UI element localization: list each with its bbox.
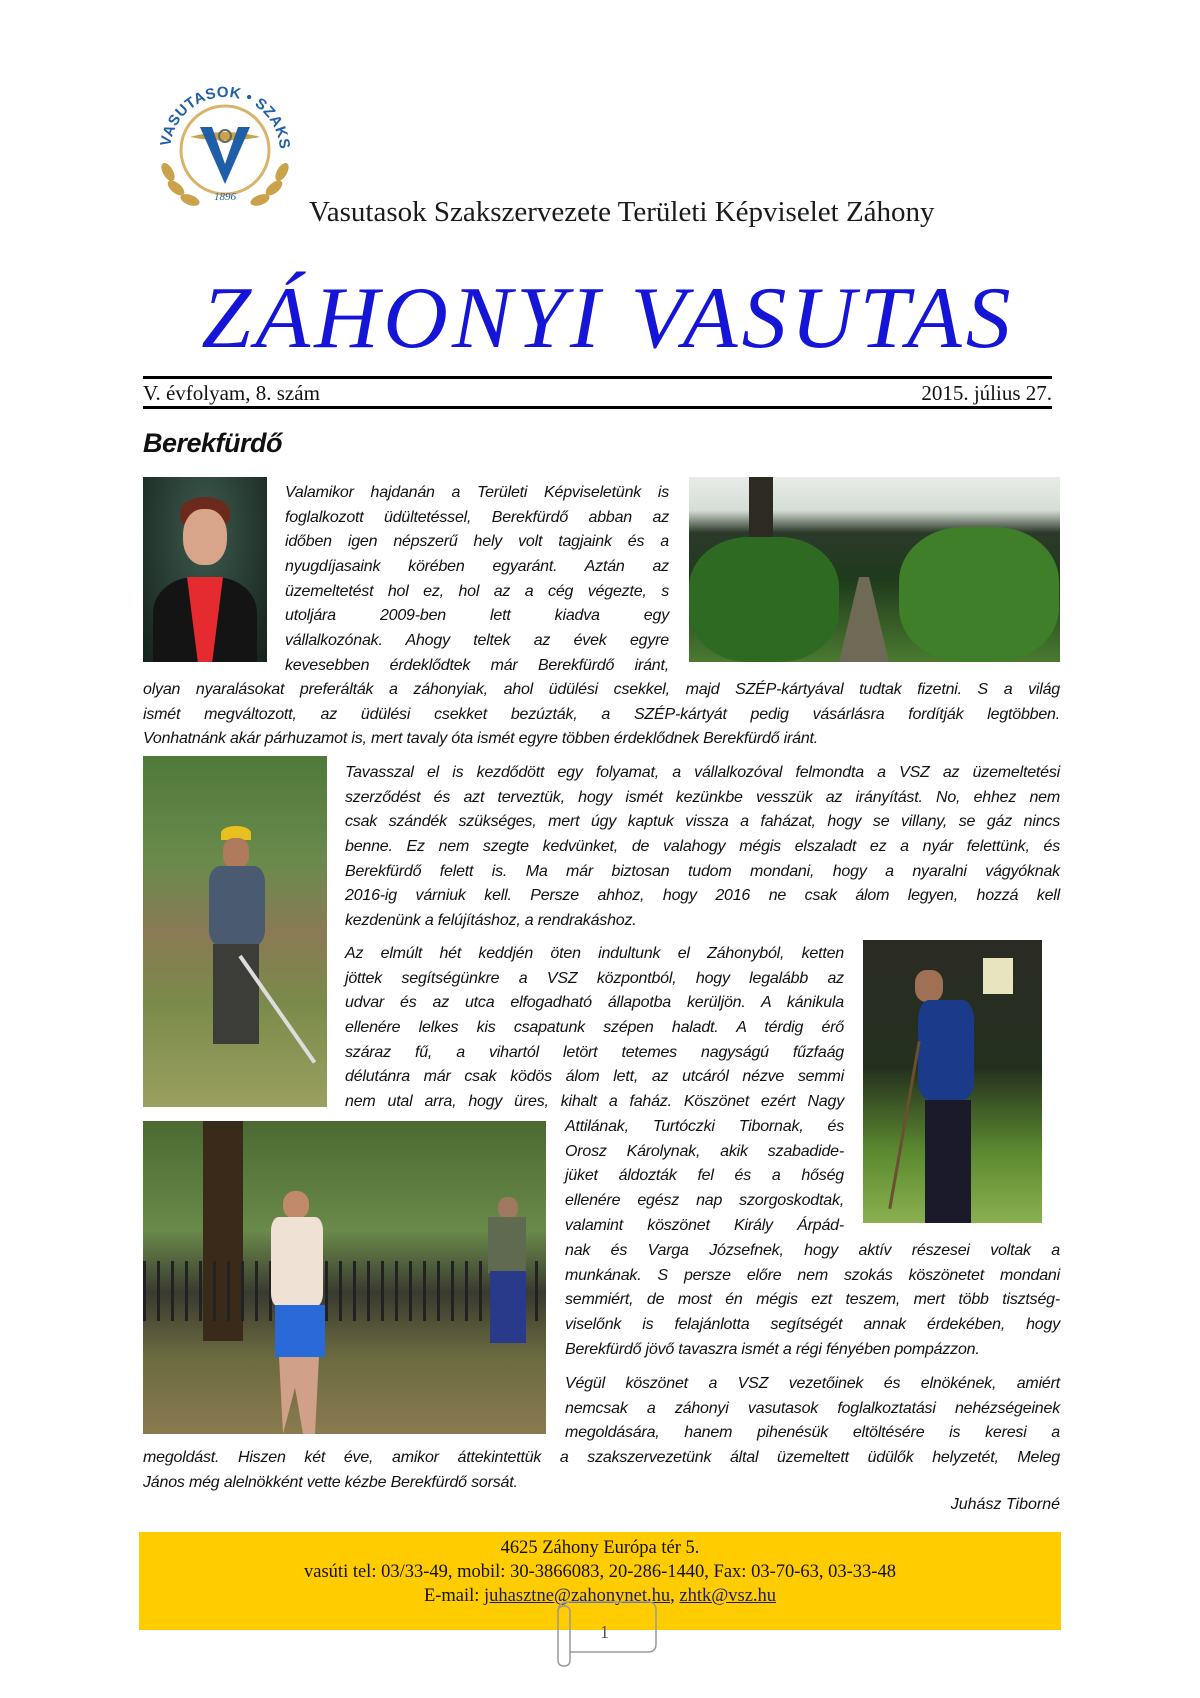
author-portrait-photo	[143, 477, 267, 662]
workers-clearing-photo	[143, 1121, 546, 1434]
text-line: Végül köszönet a VSZ vezetőinek és elnökének, amiért	[565, 1375, 1060, 1392]
text-line: ellenére egész nap szorgoskodtak,	[565, 1192, 844, 1210]
organization-name: Vasutasok Szakszervezete Területi Képviselet Záhony	[309, 196, 935, 228]
text-line: Berekfürdő felett is. Ma már biztosan tudom mondani, hogy a nyaralni vágyóknak	[345, 862, 1060, 880]
email-link-juhasztne[interactable]: juhasztne@zahonynet.hu	[484, 1586, 671, 1606]
text-line: vállalkozónak. Ahogy teltek az évek egyre	[285, 632, 669, 650]
worker-trimmer-photo	[143, 756, 327, 1107]
text-line: udvar és az utca elfogadható állapotba kerüljön. A kánikula	[345, 994, 844, 1012]
article-paragraph-block	[345, 761, 1060, 934]
footer-address: 4625 Záhony Európa tér 5.	[500, 1538, 700, 1558]
text-line: semmiért, de most én mégis ezt teszem, mert több tisztség-	[565, 1291, 1060, 1309]
text-line: 2016-ig várniuk kell. Persze ahhoz, hogy 2016 ne csak álom legyen, hozzá kell	[345, 887, 1060, 905]
text-line: Attilának, Turtóczki Tibornak, és	[565, 1118, 844, 1135]
text-line: Vonhatnánk akár párhuzamot is, mert tavaly óta ismét egyre többen érdeklődnek Berekfürdő iránt.	[143, 730, 819, 748]
text-line: délutánra már csak ködös álom lett, az utcáról nézve semmi	[345, 1068, 844, 1086]
svg-text:1896: 1896	[214, 191, 236, 203]
svg-text:VASUTASOK • SZAKSZERVEZETE: VASUTASOK • SZAKS	[157, 83, 294, 151]
text-line: Valamikor hajdanán a Területi Képviseletünk is	[285, 484, 669, 501]
text-line: foglalkozott üdültetéssel, Berekfürdő abban az	[285, 508, 669, 526]
text-line: kezdenünk a felújításhoz, a rendrakáshoz.	[345, 912, 637, 930]
text-line: csak szándék szükséges, mert úgy kaptuk vissza a faházat, hogy se villany, se gáz nincs	[345, 813, 1060, 831]
newsletter-title: ZÁHONYI VASUTAS	[201, 270, 1015, 367]
text-line: száraz fű, a vihartól letört tetemes nagyságú fűzfaág	[345, 1043, 844, 1061]
text-line: megoldására, hanem pihenésük eltöltésére is keresi a	[565, 1424, 1060, 1442]
email-separator: ,	[670, 1586, 680, 1606]
text-line: jöttek segítségünkre a VSZ központból, hogy legalább az	[345, 969, 844, 987]
union-logo	[150, 72, 300, 220]
text-line: időben igen népszerű hely volt tagjaink és a	[285, 533, 669, 551]
text-line: Tavasszal el is kezdődött egy folyamat, a vállalkozóval felmondta a VSZ az üzemeltetési	[345, 764, 1060, 781]
text-line: nem utal arra, hogy üres, kihalt a faház. Köszönet ezért Nagy	[345, 1093, 844, 1111]
issue-date: 2015. július 27.	[921, 381, 1052, 405]
text-line: nyugdíjasaink körében egyaránt. Aztán az	[285, 558, 669, 576]
text-line: Berekfürdő jövő tavaszra ismét a régi fényében pompázzon.	[565, 1340, 980, 1358]
article-paragraph-block	[565, 1115, 844, 1238]
text-line: János még alelnökként vette kézbe Berekfürdő sorsát.	[143, 1473, 518, 1491]
text-line: nak és Varga Józsefnek, hogy aktív részesei voltak a	[565, 1242, 1060, 1259]
issue-number: V. évfolyam, 8. szám	[143, 381, 320, 405]
worker-raking-photo	[863, 940, 1042, 1223]
text-line: üzemeltetést hol ez, hol az a cég végezte, s	[285, 582, 669, 600]
email-link-zhtk[interactable]: zhtk@vsz.hu	[679, 1586, 777, 1606]
page-number: 1	[600, 1622, 609, 1642]
top-rule	[143, 376, 1052, 379]
text-line: ismét megváltozott, az üdülési csekket bezúzták, a SZÉP-kártyát pedig vásárlásra fordítják legtöbben.	[143, 705, 1060, 723]
article-paragraph-block	[565, 1239, 1060, 1362]
text-line: kevesebben érdeklődtek már Berekfürdő iránt,	[285, 656, 669, 674]
garden-path-photo	[689, 477, 1060, 662]
text-line: ellenére lelkes kis csapatunk szépen haladt. A térdig érő	[345, 1019, 844, 1037]
footer-phones: vasúti tel: 03/33-49, mobil: 30-3866083, 20-286-1440, Fax: 03-70-63, 03-33-48	[304, 1562, 896, 1582]
text-line: megoldást. Hiszen két éve, amikor áttekintettük a szakszervezetünk által üzemeltett üdülők helyzetét, Meleg	[143, 1449, 1060, 1466]
text-line: benne. Ez nem szegte kedvünket, de valahogy mégis elszaladt ez a nyár felettünk, és	[345, 838, 1060, 856]
email-label: E-mail:	[423, 1586, 485, 1606]
text-line: jüket áldozták fel és a hőség	[565, 1167, 844, 1185]
text-line: munkának. S persze előre nem szokás köszönetet mondani	[565, 1266, 1060, 1284]
author-signature: Juhász Tiborné	[950, 1496, 1060, 1513]
text-line: szerződést és azt terveztük, hogy ismét kezünkbe vesszük az irányítást. No, ehhez nem	[345, 788, 1060, 806]
page-number-scroll	[548, 1598, 658, 1668]
article-paragraph-block	[565, 1372, 1060, 1446]
text-line: Orosz Károlynak, akik szabadide-	[565, 1142, 844, 1160]
bottom-rule	[143, 406, 1052, 409]
text-line: nemcsak a záhonyi vasutasok foglalkoztatási nehézségeinek	[565, 1399, 1060, 1417]
text-line: viselőnk is felajánlotta segítségét annak érdekében, hogy	[565, 1316, 1060, 1334]
article-heading: Berekfürdő	[143, 428, 283, 458]
text-line: valamint köszönet Király Árpád-	[565, 1216, 844, 1234]
article-paragraph-block	[143, 678, 1060, 752]
article-paragraph-block	[143, 1446, 1060, 1495]
text-line: olyan nyaralásokat preferálták a záhonyiak, ahol üdülési csekkel, majd SZÉP-kártyával tudtak fizetni. S a világ	[143, 681, 1060, 698]
text-line: utoljára 2009-ben lett kiadva egy	[285, 607, 669, 625]
article-paragraph-block	[285, 481, 669, 679]
text-line: Az elmúlt hét keddjén öten indultunk el Záhonyból, ketten	[345, 945, 844, 962]
article-paragraph-block	[345, 942, 844, 1115]
